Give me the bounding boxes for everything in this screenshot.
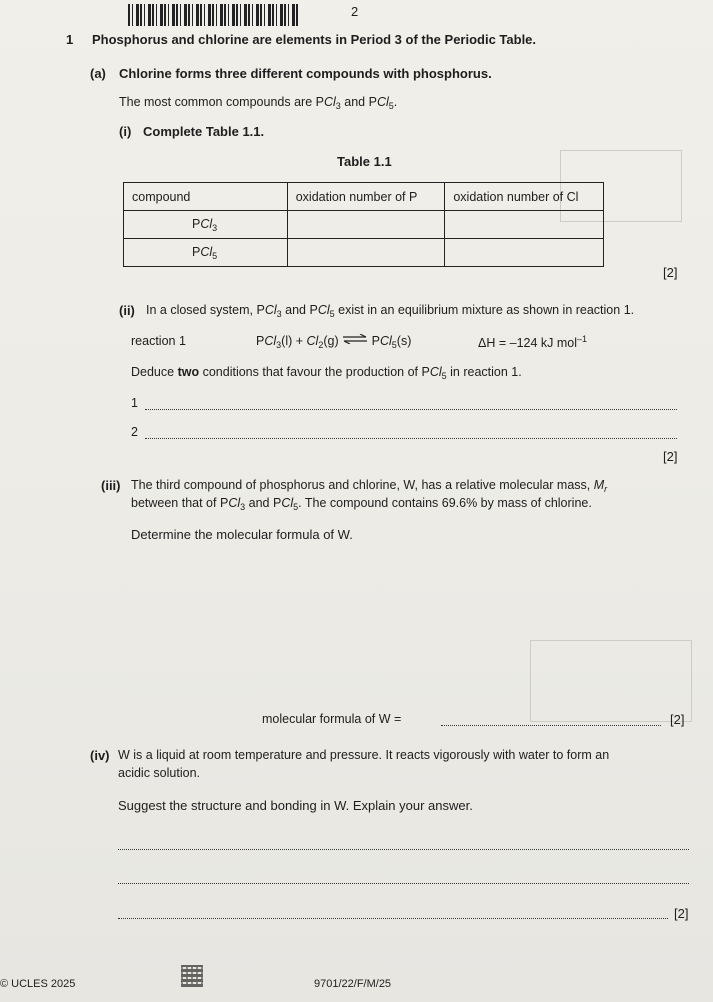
question-stem: Phosphorus and chlorine are elements in Period 3 of the Periodic Table. (92, 32, 537, 47)
oxidation-table (123, 182, 604, 267)
answer-line[interactable] (118, 883, 689, 884)
footer-copyright: © UCLES 2025 (0, 978, 76, 990)
part-iv-label: (iv) (90, 748, 110, 763)
show-through-ghost (530, 640, 692, 722)
part-iii-text-1: The third compound of phosphorus and chlorine, W, has a relative molecular mass, $M_r$ (131, 478, 608, 494)
answer-line[interactable] (118, 849, 689, 850)
barcode (128, 4, 300, 26)
part-iii-label: (iii) (101, 478, 121, 493)
part-iv-text-1: W is a liquid at room temperature and pressure. It reacts vigorously with water to form an (118, 748, 610, 762)
answer-line-condition-1[interactable] (145, 409, 677, 410)
part-i-label: (i) (119, 124, 132, 139)
table-caption: Table 1.1 (337, 154, 392, 169)
equilibrium-arrows-icon (342, 334, 368, 344)
answer-cell-cl-ox-pcl3[interactable] (445, 211, 604, 239)
part-i-instruction: Complete Table 1.1. (143, 124, 265, 139)
table-row (124, 239, 604, 267)
answer-line-condition-2[interactable] (145, 438, 677, 439)
suggest-instruction: Suggest the structure and bonding in W. Explain your answer. (118, 798, 473, 813)
answer-cell-p-ox-pcl5[interactable] (287, 239, 445, 267)
part-ii-text: In a closed system, PCl$_3$ and PCl$_5$ exist in an equilibrium mixture as shown in reaction 1. (146, 303, 635, 319)
reaction-label: reaction 1 (131, 334, 186, 348)
answer-cell-cl-ox-pcl5[interactable] (445, 239, 604, 267)
footer-qr-code (181, 965, 203, 987)
determine-instruction: Determine the molecular formula of W. (131, 527, 353, 542)
compound-pcl3: PCl$_3$ (124, 211, 288, 239)
marks-iii: [2] (670, 712, 685, 727)
table-header: oxidation number of Cl (445, 183, 604, 211)
footer-paper-code: 9701/22/F/M/25 (314, 978, 392, 990)
common-compounds-line: The most common compounds are PCl$_3$ and PCl$_5$. (119, 95, 398, 111)
table-header: compound (124, 183, 288, 211)
table-row (124, 211, 604, 239)
part-iv-text-2: acidic solution. (118, 766, 200, 780)
part-ii-label: (ii) (119, 303, 135, 318)
deduce-instruction: Deduce two conditions that favour the production of PCl$_5$ in reaction 1. (131, 365, 522, 381)
condition-1-label: 1 (131, 396, 138, 410)
table-header-row (124, 183, 604, 211)
enthalpy-change: ΔH = –124 kJ mol$^{-1}$ (478, 334, 588, 350)
page-number: 2 (351, 4, 359, 19)
table-header: oxidation number of P (287, 183, 445, 211)
marks-iv: [2] (674, 906, 689, 921)
marks-i: [2] (663, 265, 678, 280)
molecular-formula-label: molecular formula of W = (262, 712, 402, 726)
answer-line[interactable] (118, 918, 668, 919)
question-number: 1 (66, 32, 74, 47)
answer-cell-p-ox-pcl3[interactable] (287, 211, 445, 239)
condition-2-label: 2 (131, 425, 138, 439)
answer-line-molecular-formula[interactable] (441, 725, 661, 726)
part-iii-text-2: between that of PCl$_3$ and PCl$_5$. The compound contains 69.6% by mass of chlorine. (131, 496, 592, 512)
compound-pcl5: PCl$_5$ (124, 239, 288, 267)
reaction-equation: $PCl_3(l) + Cl_2(g)$ PCl$_5$(s) (256, 334, 412, 350)
part-a-stem: Chlorine forms three different compounds with phosphorus. (119, 66, 492, 81)
part-a-label: (a) (90, 66, 106, 81)
marks-ii: [2] (663, 449, 678, 464)
